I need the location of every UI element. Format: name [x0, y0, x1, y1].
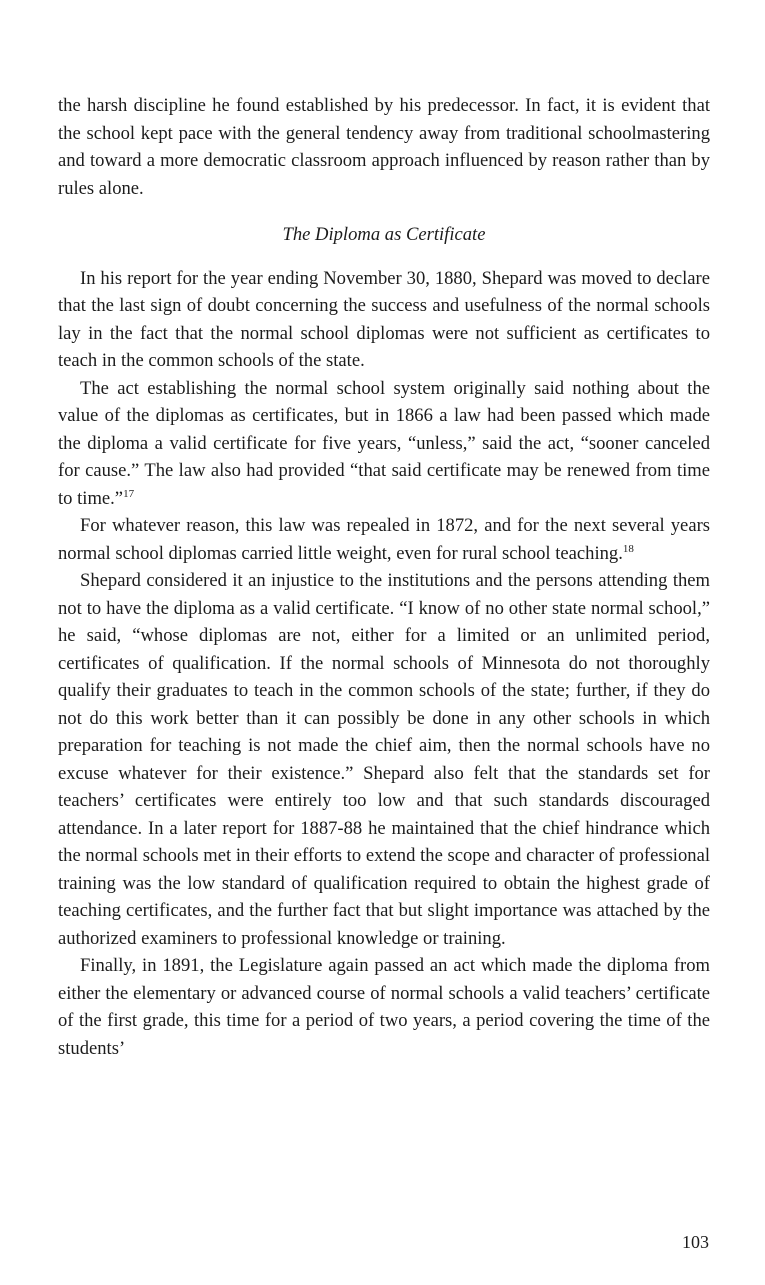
footnote-marker: 17	[123, 487, 135, 500]
paragraph-text: For whatever reason, this law was repealed in 1872, and for the next several years normal school diplomas carried little weight, even for rural school teaching.	[58, 515, 710, 564]
paragraph: Finally, in 1891, the Legislature again passed an act which made the diploma from either the elementary or advanced course of normal schools a valid teachers’ certificate of the first grade, this time for a period of two years, a period covering the time of the students’	[58, 955, 710, 1059]
section-heading: The Diploma as Certificate	[282, 224, 486, 245]
paragraph	[58, 375, 710, 513]
paragraph	[58, 512, 710, 567]
page-number: 103	[682, 1232, 709, 1252]
paragraph-text: The act establishing the normal school system originally said nothing about the value of the diplomas as certificates, but in 1866 a law had been passed which made the diploma a valid certificate for five years, “unless,” said the act, “sooner canceled for cause.” The law also had provided “that said certificate may be renewed from time to time.”	[58, 377, 710, 509]
paragraph: In his report for the year ending November 30, 1880, Shepard was moved to declare that the last sign of doubt concerning the success and usefulness of the normal schools lay in the fact that the normal school diplomas were not sufficient as certificates to teach in the common schools of the state.	[58, 267, 710, 371]
paragraph: Shepard considered it an injustice to the institutions and the persons attending them not to have the diploma as a valid certificate. “I know of no other state normal school,” he said, “whose diplomas are not, either for a limited or an unlimited period, certificates of qualification. If the normal schools of Minnesota do not thoroughly qualify their graduates to teach in the common schools of the state; further, if they do not do this work better than it can possibly be done in any other schools in which preparation for teaching is not made the chief aim, then the normal schools have no excuse whatever for their existence.” Shepard also felt that the standards set for teachers’ certificates were entirely too low and that such standards discouraged attendance. In a later report for 1887-88 he maintained that the chief hindrance which the normal schools met in their efforts to extend the scope and character of professional training was the low standard of qualification required to obtain the highest grade of teaching certificates, and the further fact that but slight importance was attached by the authorized examiners to professional knowledge or training.	[58, 570, 710, 949]
paragraph-continued: the harsh discipline he found established by his predecessor. In fact, it is evident that the school kept pace with the general tendency away from traditional schoolmastering and toward a more democratic classroom approach influenced by reason rather than by rules alone.	[58, 95, 710, 199]
body-text	[58, 92, 710, 1062]
footnote-marker: 18	[622, 542, 634, 555]
